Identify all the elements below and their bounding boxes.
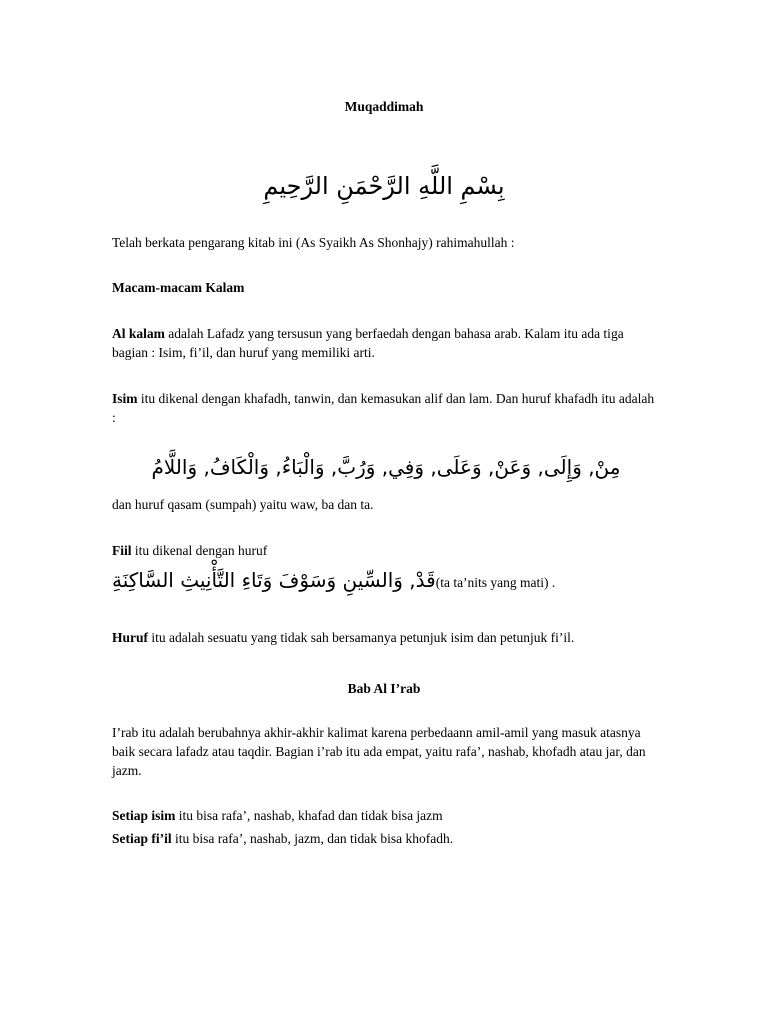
fiil-markers-note: (ta ta’nits yang mati) .: [435, 575, 556, 590]
kalam-term: Al kalam: [112, 326, 165, 341]
setiap-isim-term: Setiap isim: [112, 808, 176, 823]
setiap-isim-line: [112, 806, 660, 825]
isim-term: Isim: [112, 391, 138, 406]
qasam-paragraph: dan huruf qasam (sumpah) yaitu waw, ba dan ta.: [112, 497, 374, 512]
section-heading-irab: Bab Al I’rab: [347, 681, 421, 696]
kalam-paragraph: [112, 324, 660, 362]
setiap-fiil-text: itu bisa rafa’, nashab, jazm, dan tidak bisa khofadh.: [171, 831, 454, 846]
section-heading-kalam: Macam-macam Kalam: [112, 280, 245, 295]
fiil-markers-line: [112, 566, 660, 596]
setiap-isim-text: itu bisa rafa’, nashab, khafad dan tidak bisa jazm: [175, 808, 443, 823]
intro-paragraph: Telah berkata pengarang kitab ini (As Syaikh As Shonhajy) rahimahullah :: [112, 235, 515, 250]
kalam-text: adalah Lafadz yang tersusun yang berfaedah dengan bahasa arab. Kalam itu ada tiga bagian : Isim, fi’il, dan huruf yang memiliki arti.: [112, 326, 624, 360]
isim-text: itu dikenal dengan khafadh, tanwin, dan kemasukan alif dan lam. Dan huruf khafadh itu adalah :: [112, 391, 655, 425]
huruf-text: itu adalah sesuatu yang tidak sah bersamanya petunjuk isim dan petunjuk fi’il.: [148, 630, 575, 645]
fiil-paragraph: [112, 541, 660, 560]
isim-paragraph: [112, 389, 660, 427]
fiil-text: itu dikenal dengan huruf: [131, 543, 268, 558]
irab-paragraph: I’rab itu adalah berubahnya akhir-akhir kalimat karena perbedaann amil-amil yang masuk atasnya baik secara lafadz atau taqdir. Bagian i’rab itu ada empat, yaitu rafa’, nashab, khofadh atau jar, dan jazm.: [112, 725, 646, 778]
setiap-fiil-term: Setiap fi’il: [112, 831, 172, 846]
huruf-paragraph: [112, 628, 660, 647]
basmalah: بِسْمِ اللَّهِ الرَّحْمَنِ الرَّحِيمِ: [263, 172, 505, 200]
fiil-markers-arabic: قَدْ, وَالسِّينِ وَسَوْفَ وَتَاءِ التَّأْنِيثِ السَّاكِنَةِ: [112, 568, 436, 592]
setiap-fiil-line: [112, 829, 660, 848]
huruf-term: Huruf: [112, 630, 149, 645]
fiil-term: Fiil: [112, 543, 132, 558]
khafadh-letters: مِنْ, وَإِلَى, وَعَنْ, وَعَلَى, وَفِي, وَرُبَّ, وَالْبَاءُ, وَالْكَافُ, وَاللَّامُ: [151, 455, 621, 479]
page-title: Muqaddimah: [344, 99, 424, 114]
